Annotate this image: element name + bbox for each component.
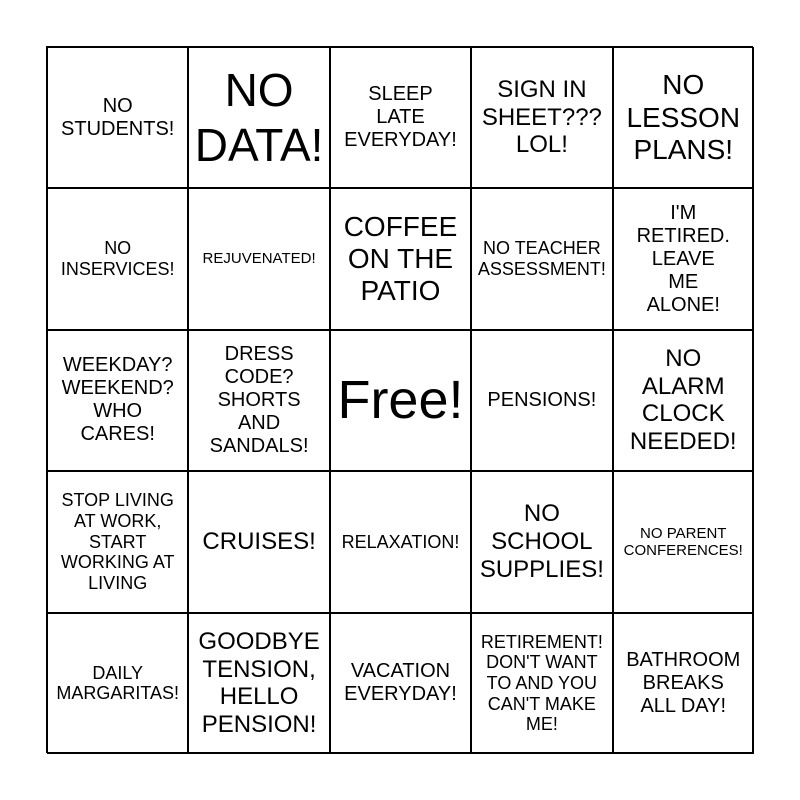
bingo-cell[interactable]: NO PARENT CONFERENCES! [613, 471, 754, 612]
bingo-cell[interactable]: NO TEACHER ASSESSMENT! [471, 188, 612, 329]
bingo-cell[interactable]: PENSIONS! [471, 330, 612, 471]
bingo-cell[interactable]: DRESS CODE? SHORTS AND SANDALS! [188, 330, 329, 471]
bingo-cell[interactable]: CRUISES! [188, 471, 329, 612]
bingo-cell[interactable]: RELAXATION! [330, 471, 471, 612]
bingo-cell[interactable]: I'M RETIRED. LEAVE ME ALONE! [613, 188, 754, 329]
bingo-cell[interactable]: COFFEE ON THE PATIO [330, 188, 471, 329]
bingo-cell[interactable]: STOP LIVING AT WORK, START WORKING AT LIVING [47, 471, 188, 612]
bingo-cell[interactable]: VACATION EVERYDAY! [330, 613, 471, 754]
bingo-cell[interactable]: DAILY MARGARITAS! [47, 613, 188, 754]
bingo-cell[interactable]: GOODBYE TENSION, HELLO PENSION! [188, 613, 329, 754]
bingo-cell[interactable]: REJUVENATED! [188, 188, 329, 329]
bingo-cell[interactable]: NO ALARM CLOCK NEEDED! [613, 330, 754, 471]
bingo-cell[interactable]: NO LESSON PLANS! [613, 47, 754, 188]
bingo-free-cell[interactable]: Free! [330, 330, 471, 471]
bingo-cell[interactable]: NO SCHOOL SUPPLIES! [471, 471, 612, 612]
bingo-cell[interactable]: NO STUDENTS! [47, 47, 188, 188]
bingo-cell[interactable]: BATHROOM BREAKS ALL DAY! [613, 613, 754, 754]
bingo-cell[interactable]: SLEEP LATE EVERYDAY! [330, 47, 471, 188]
bingo-cell[interactable]: SIGN IN SHEET??? LOL! [471, 47, 612, 188]
bingo-cell[interactable]: NO DATA! [188, 47, 329, 188]
bingo-cell[interactable]: RETIREMENT! DON'T WANT TO AND YOU CAN'T MAKE ME! [471, 613, 612, 754]
bingo-cell[interactable]: NO INSERVICES! [47, 188, 188, 329]
bingo-cell[interactable]: WEEKDAY? WEEKEND? WHO CARES! [47, 330, 188, 471]
bingo-board [46, 46, 753, 753]
